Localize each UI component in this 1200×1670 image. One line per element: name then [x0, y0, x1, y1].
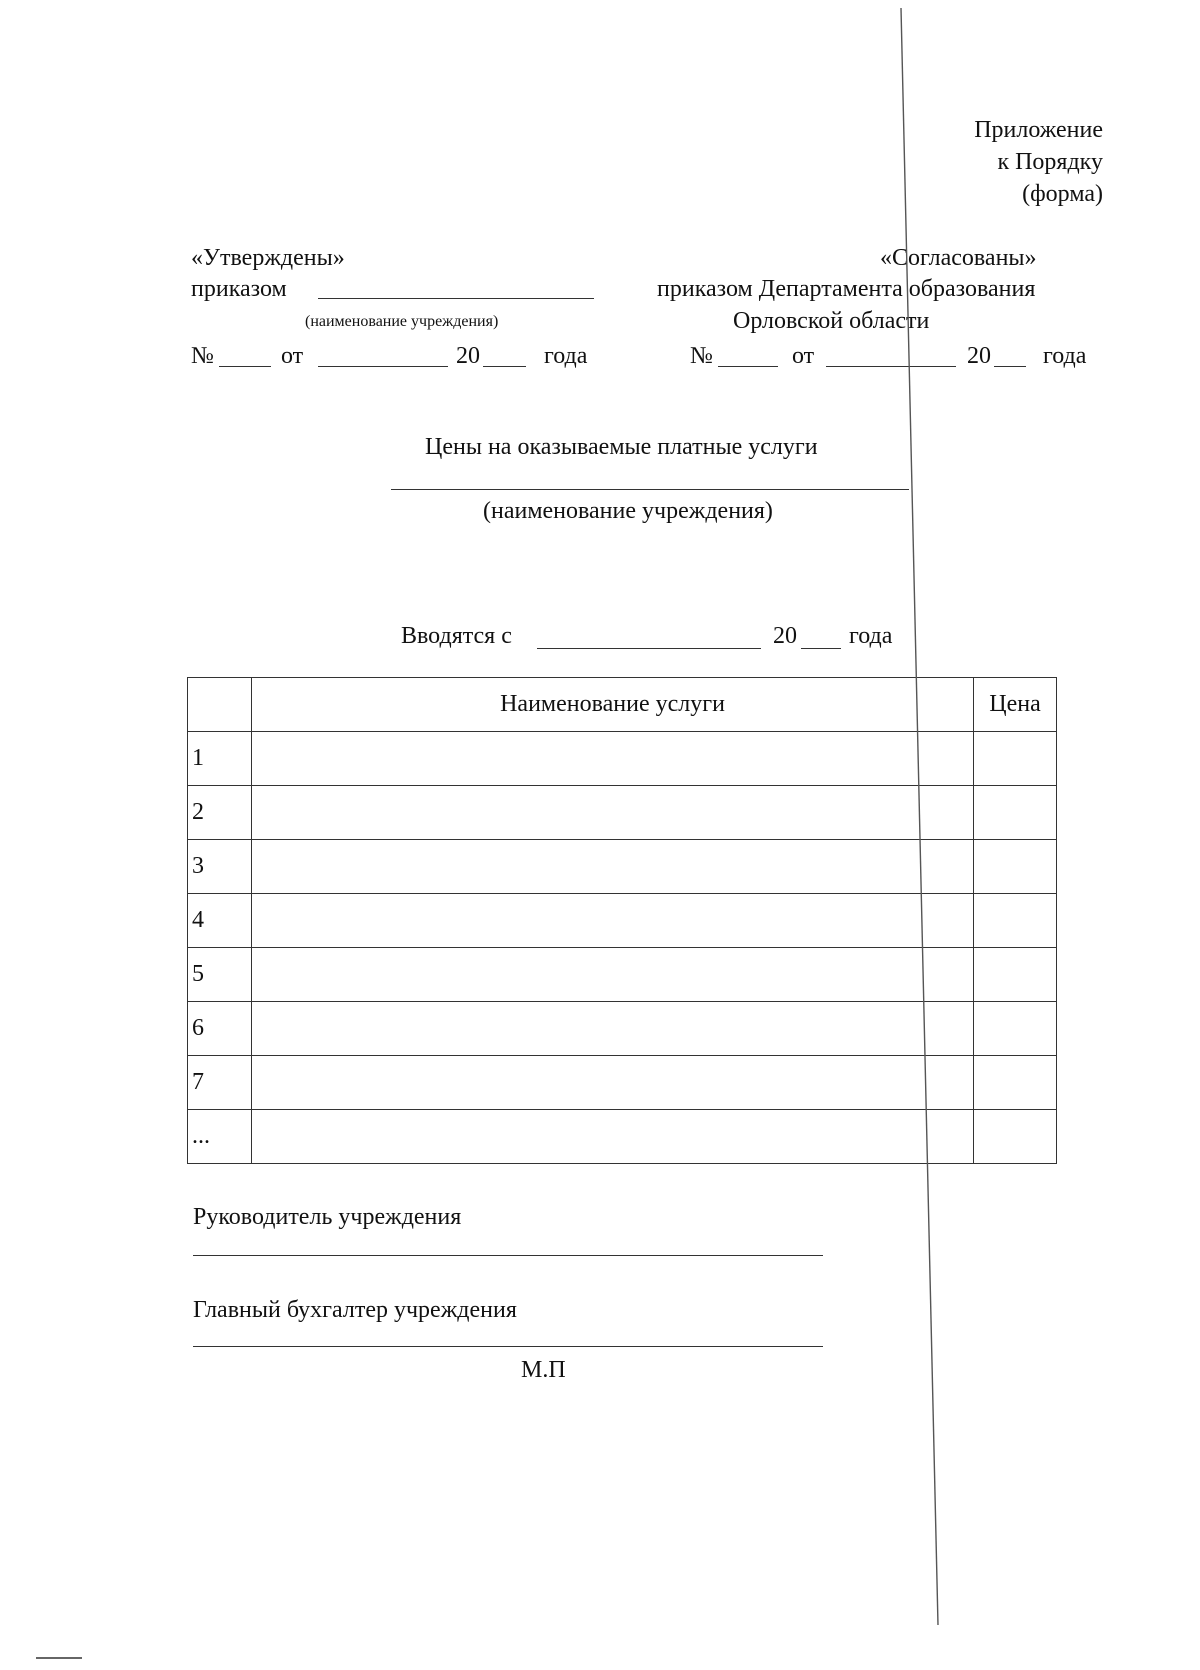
agreed-from-label: от: [792, 343, 815, 369]
agreed-order-line1: приказом Департамента образования: [657, 276, 1036, 302]
approved-year-suffix: года: [544, 343, 588, 369]
appendix-form-note: (форма): [1022, 181, 1103, 207]
agreed-year-suffix: года: [1043, 343, 1087, 369]
approved-institution-caption: (наименование учреждения): [305, 313, 499, 330]
head-signature-label: Руководитель учреждения: [193, 1204, 462, 1230]
approved-from-label: от: [281, 343, 304, 369]
heading-institution-caption: (наименование учреждения): [483, 498, 773, 524]
agreed-order-line2: Орловской области: [733, 308, 930, 334]
agreed-year-prefix: 20: [967, 343, 991, 369]
row-number: 6: [188, 1002, 252, 1056]
accountant-signature-label: Главный бухгалтер учреждения: [193, 1297, 517, 1323]
appendix-label: Приложение: [974, 117, 1103, 143]
row-number: ...: [188, 1110, 252, 1164]
row-number: 1: [188, 732, 252, 786]
row-number: 7: [188, 1056, 252, 1110]
header-service-name: Наименование услуги: [252, 678, 974, 732]
approved-title: «Утверждены»: [191, 245, 345, 271]
header-price: Цена: [974, 678, 1057, 732]
approved-year-prefix: 20: [456, 343, 480, 369]
agreed-number-prefix: №: [690, 343, 713, 369]
scan-vertical-line: [901, 8, 938, 1625]
row-number: 4: [188, 894, 252, 948]
row-number: 3: [188, 840, 252, 894]
approved-order-prefix: приказом: [191, 276, 287, 302]
effective-year-suffix: года: [849, 623, 893, 649]
effective-year-prefix: 20: [773, 623, 797, 649]
row-number: 5: [188, 948, 252, 1002]
stamp-placeholder: М.П: [521, 1357, 566, 1383]
agreed-title: «Согласованы»: [880, 245, 1037, 271]
row-number: 2: [188, 786, 252, 840]
effective-prefix: Вводятся с: [401, 623, 512, 649]
page-title: Цены на оказываемые платные услуги: [425, 434, 818, 460]
appendix-reference: к Порядку: [997, 149, 1103, 175]
approved-number-prefix: №: [191, 343, 214, 369]
